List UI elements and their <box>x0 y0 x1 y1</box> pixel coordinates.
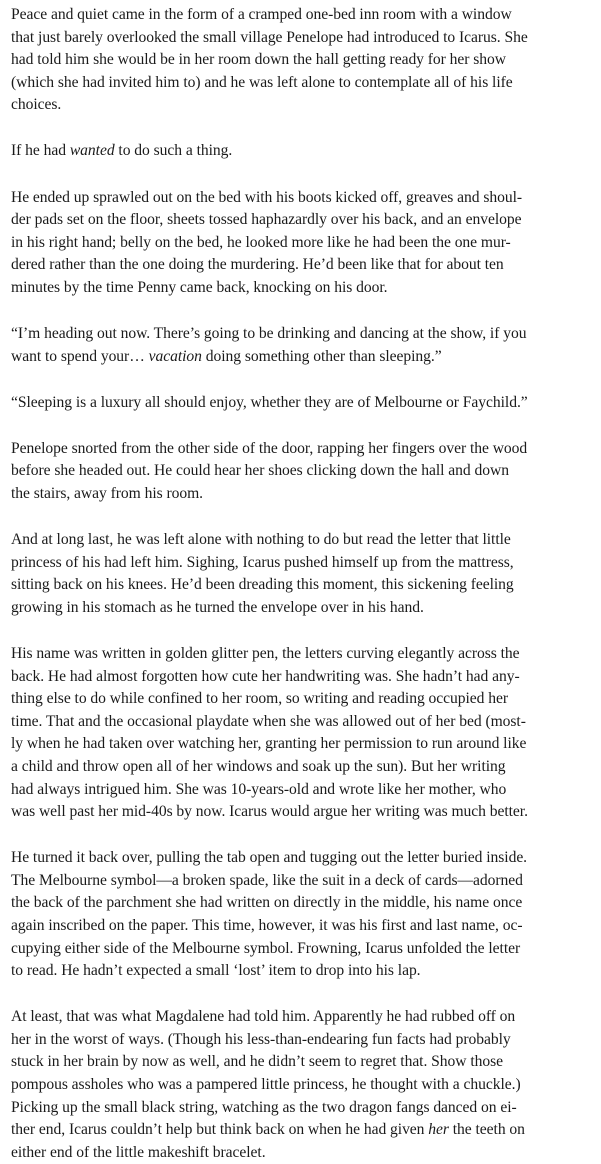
text-line: The Melbourne symbol—a broken spade, like the suit in a deck of cards—adorned <box>11 871 523 889</box>
paragraph-8 <box>11 643 589 824</box>
text-line: Peace and quiet came in the form of a cramped one-bed inn room with a window <box>11 6 512 23</box>
text-line: His name was written in golden glitter pen, the letters curving elegantly across the <box>11 644 520 662</box>
text-run: ther end, Icarus couldn’t help but think back on when he had given <box>11 1121 429 1139</box>
text-line: either end of the little makeshift bracelet. <box>11 1143 266 1161</box>
text-run: the teeth on <box>448 1121 525 1139</box>
text-line: the stairs, away from his room. <box>11 485 204 502</box>
text-line: growing in his stomach as he turned the envelope over in his hand. <box>11 598 424 616</box>
text-line: thing else to do while confined to her room, so writing and reading occupied her <box>11 690 509 708</box>
text-line <box>11 1119 589 1142</box>
text-line: sitting back on his knees. He’d been dreading this moment, this sickening feeling <box>11 576 514 594</box>
text-line: dered rather than the one doing the murdering. He’d been like that for about ten <box>11 256 504 274</box>
paragraph-9 <box>11 847 589 983</box>
text-line: stuck in her brain by now as well, and he didn’t seem to regret that. Show those <box>11 1053 504 1071</box>
text-line: before she headed out. He could hear her shoes clicking down the hall and down <box>11 462 509 480</box>
text-line: ly when he had taken over watching her, granting her permission to run around like <box>11 735 527 753</box>
text-line: the back of the parchment she had written on directly in the middle, his name once <box>11 894 523 912</box>
text-line: cupying either side of the Melbourne symbol. Frowning, Icarus unfolded the letter <box>11 939 521 957</box>
text-line: a child and throw open all of her windows and soak up the sun). But her writing <box>11 757 506 775</box>
text-line: And at long last, he was left alone with nothing to do but read the letter that little <box>11 531 511 549</box>
text-line: to read. He hadn’t expected a small ‘lost’ item to drop into his lap. <box>11 962 421 980</box>
text-line: again inscribed on the paper. This time, however, it was his first and last name, oc- <box>11 917 523 934</box>
text-line: Picking up the small black string, watching as the two dragon fangs danced on ei- <box>11 1098 517 1116</box>
emphasis-run: vacation <box>148 347 202 365</box>
text-line: that just barely overlooked the small village Penelope had introduced to Icarus. She <box>11 28 528 46</box>
text-run: doing something other than sleeping.” <box>201 347 442 365</box>
text-line <box>11 346 589 369</box>
text-run: If he had <box>11 142 70 160</box>
text-line: He ended up sprawled out on the bed with his boots kicked off, greaves and shoul- <box>11 188 523 206</box>
text-line: her in the worst of ways. (Though his less-than-endearing fun facts had probably <box>11 1030 511 1048</box>
paragraph-1 <box>11 4 589 117</box>
paragraph-4 <box>11 323 589 368</box>
text-line: (which she had invited him to) and he was left alone to contemplate all of his life <box>11 73 513 91</box>
text-run: to do such a thing. <box>114 142 233 160</box>
paragraph-10 <box>11 1006 589 1164</box>
text-line: “Sleeping is a luxury all should enjoy, whether they are of Melbourne or Faychild.” <box>11 393 528 411</box>
text-line <box>11 140 589 163</box>
text-line: had always intrigued him. She was 10-years-old and wrote like her mother, who <box>11 780 507 798</box>
paragraph-5 <box>11 392 589 415</box>
text-line: choices. <box>11 96 62 114</box>
text-line: pompous assholes who was a pampered little princess, he thought with a chuckle.) <box>11 1076 521 1094</box>
text-line: Penelope snorted from the other side of the door, rapping her fingers over the wood <box>11 439 528 457</box>
text-line: der pads set on the floor, sheets tossed haphazardly over his back, and an envelope <box>11 211 522 229</box>
paragraph-2 <box>11 140 589 163</box>
text-line: At least, that was what Magdalene had told him. Apparently he had rubbed off on <box>11 1008 516 1026</box>
text-line: was well past her mid-40s by now. Icarus would argue her writing was much better. <box>11 803 528 821</box>
text-line: He turned it back over, pulling the tab open and tugging out the letter buried inside. <box>11 849 528 867</box>
text-line: minutes by the time Penny came back, knocking on his door. <box>11 278 388 296</box>
text-line: princess of his had left him. Sighing, Icarus pushed himself up from the mattress, <box>11 553 514 571</box>
text-line: in his right hand; belly on the bed, he looked more like he had been the one mur- <box>11 233 511 251</box>
text-line: time. That and the occasional playdate when she was allowed out of her bed (most- <box>11 712 526 730</box>
emphasis-run: wanted <box>69 142 115 160</box>
text-run: want to spend your… <box>11 347 149 365</box>
paragraph-7 <box>11 529 589 619</box>
paragraph-6 <box>11 438 589 506</box>
paragraph-3 <box>11 187 589 300</box>
text-line: “I’m heading out now. There’s going to be drinking and dancing at the show, if you <box>11 325 527 343</box>
emphasis-run: her <box>428 1121 449 1139</box>
text-line: back. He had almost forgotten how cute her handwriting was. She hadn’t had any- <box>11 667 520 685</box>
text-line: had told him she would be in her room down the hall getting ready for her show <box>11 51 506 69</box>
